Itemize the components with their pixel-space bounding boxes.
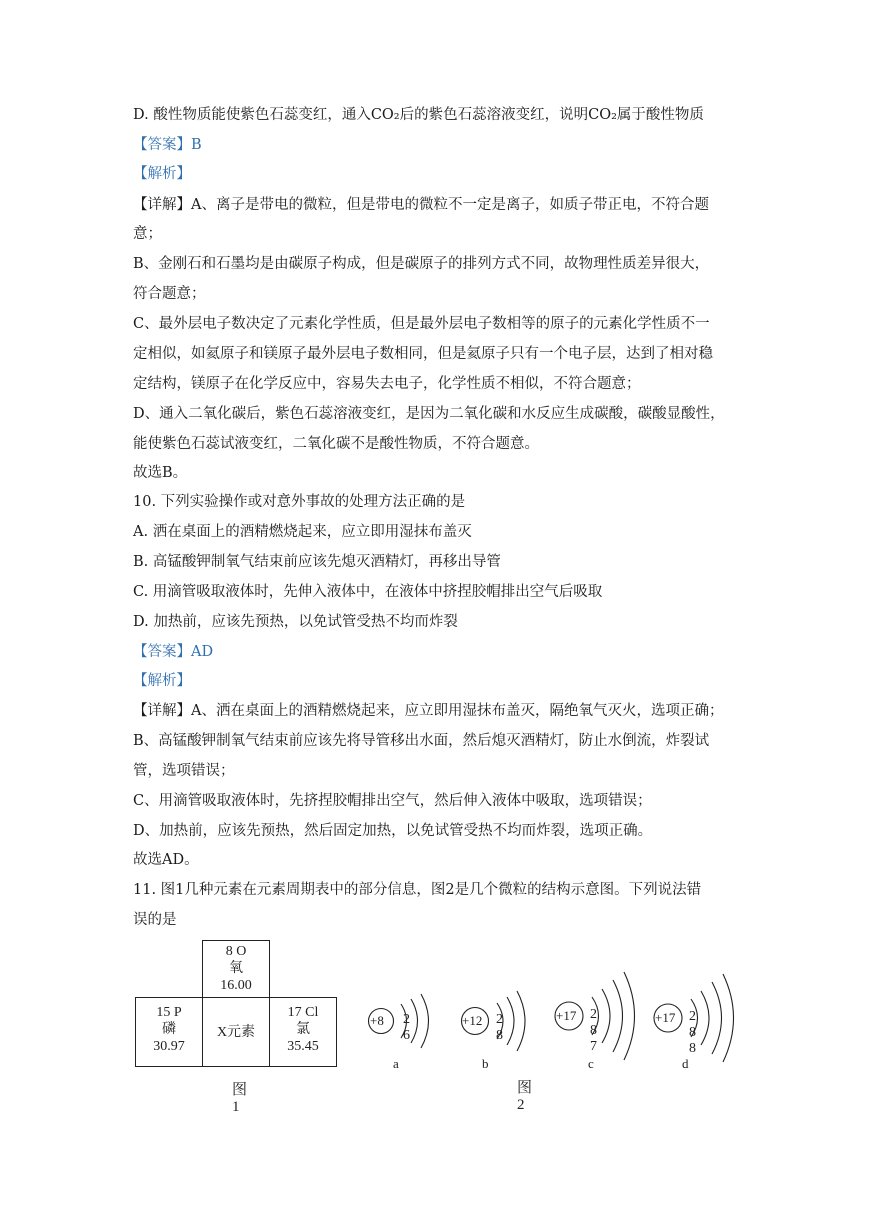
text-line: 定相似，如氦原子和镁原子最外层电子数相同，但是氦原子只有一个电子层，达到了相对稳 xyxy=(133,346,713,362)
chlorine-name: 氯 xyxy=(296,1022,310,1037)
analysis-heading: 【解析】 xyxy=(133,673,191,689)
option-line: C. 用滴管吸取液体时，先伸入液体中，在液体中挤捏胶帽排出空气后吸取 xyxy=(133,584,603,600)
text-line: C、用滴管吸取液体时，先挤捏胶帽排出空气，然后伸入液体中吸取，选项错误； xyxy=(133,793,652,809)
atom-c-shells: 2 8 7 xyxy=(590,1007,598,1054)
text-line: D. 酸性物质能使紫色石蕊变红，通入CO₂后的紫色石蕊溶液变红，说明CO₂属于酸性物质 xyxy=(133,107,704,123)
answer-line: 【答案】B xyxy=(133,137,202,153)
text-line: 定结构，镁原子在化学反应中，容易失去电子，化学性质不相似，不符合题意； xyxy=(133,376,641,392)
atom-d-shells: 2 8 8 xyxy=(689,1009,697,1056)
figure-1-caption: 图1 xyxy=(232,1082,248,1115)
text-line: 故选B。 xyxy=(133,465,188,481)
atom-a-shells: 2 6 xyxy=(403,1012,410,1043)
text-line: 【详解】A、洒在桌面上的酒精燃烧起来，应立即用湿抹布盖灭，隔绝氧气灭火，选项正确； xyxy=(133,703,724,719)
option-line: B. 高锰酸钾制氧气结束前应该先熄灭酒精灯，再移出导管 xyxy=(133,554,501,570)
oxygen-number-symbol: 8 O xyxy=(225,944,247,959)
text-line: B、金刚石和石墨均是由碳原子构成，但是碳原子的排列方式不同，故物理性质差异很大， xyxy=(133,256,710,272)
text-line: 误的是 xyxy=(133,912,177,928)
oxygen-mass: 16.00 xyxy=(220,978,252,993)
question-line: 10. 下列实验操作或对意外事故的处理方法正确的是 xyxy=(133,494,466,510)
text-line: D、加热前，应该先预热，然后固定加热，以免试管受热不均而炸裂，选项正确。 xyxy=(133,823,653,839)
chlorine-number-symbol: 17 Cl xyxy=(287,1005,319,1020)
text-line: B、高锰酸钾制氧气结束前应该先将导管移出水面，然后熄灭酒精灯，防止水倒流，炸裂试 xyxy=(133,733,710,749)
option-line: A. 洒在桌面上的酒精燃烧起来，应立即用湿抹布盖灭 xyxy=(133,524,472,540)
atom-d-label: d xyxy=(682,1056,689,1071)
text-line: 管，选项错误； xyxy=(133,763,235,779)
text-line: C、最外层电子数决定了元素化学性质，但是最外层电子数相等的原子的元素化学性质不一 xyxy=(133,316,710,332)
atom-c-nucleus: +17 xyxy=(556,1008,577,1023)
figure-2-caption: 图2 xyxy=(517,1080,533,1113)
chlorine-mass: 35.45 xyxy=(287,1039,319,1054)
analysis-heading: 【解析】 xyxy=(133,166,191,182)
text-line: D、通入二氧化碳后，紫色石蕊溶液变红，是因为二氧化碳和水反应生成碳酸，碳酸显酸性， xyxy=(133,406,725,422)
atom-b-nucleus: +12 xyxy=(462,1013,483,1028)
option-line: D. 加热前，应该先预热，以免试管受热不均而炸裂 xyxy=(133,614,458,630)
phosphorus-name: 磷 xyxy=(162,1022,176,1037)
phosphorus-number-symbol: 15 P xyxy=(156,1005,182,1020)
text-line: 符合题意； xyxy=(133,286,206,302)
atom-b-label: b xyxy=(482,1056,489,1071)
answer-line: 【答案】AD xyxy=(133,644,214,660)
text-line: 故选AD。 xyxy=(133,852,199,868)
atom-d-nucleus: +17 xyxy=(655,1010,676,1025)
text-line: 【详解】A、离子是带电的微粒，但是带电的微粒不一定是离子，如质子带正电，不符合题 xyxy=(133,197,709,213)
atom-b-shells: 2 8 xyxy=(496,1012,503,1043)
atom-c-label: c xyxy=(588,1056,594,1071)
x-element-label: X元素 xyxy=(216,1025,256,1040)
atom-a-label: a xyxy=(393,1056,399,1071)
text-line: 意； xyxy=(133,226,162,242)
phosphorus-mass: 30.97 xyxy=(153,1039,185,1054)
oxygen-name: 氧 xyxy=(229,961,243,976)
atom-a-nucleus: +8 xyxy=(370,1013,384,1028)
text-line: 能使紫色石蕊试液变红，二氧化碳不是酸性物质，不符合题意。 xyxy=(133,436,539,452)
question-line: 11. 图1几种元素在元素周期表中的部分信息，图2是几个微粒的结构示意图。下列说法错 xyxy=(133,882,702,898)
